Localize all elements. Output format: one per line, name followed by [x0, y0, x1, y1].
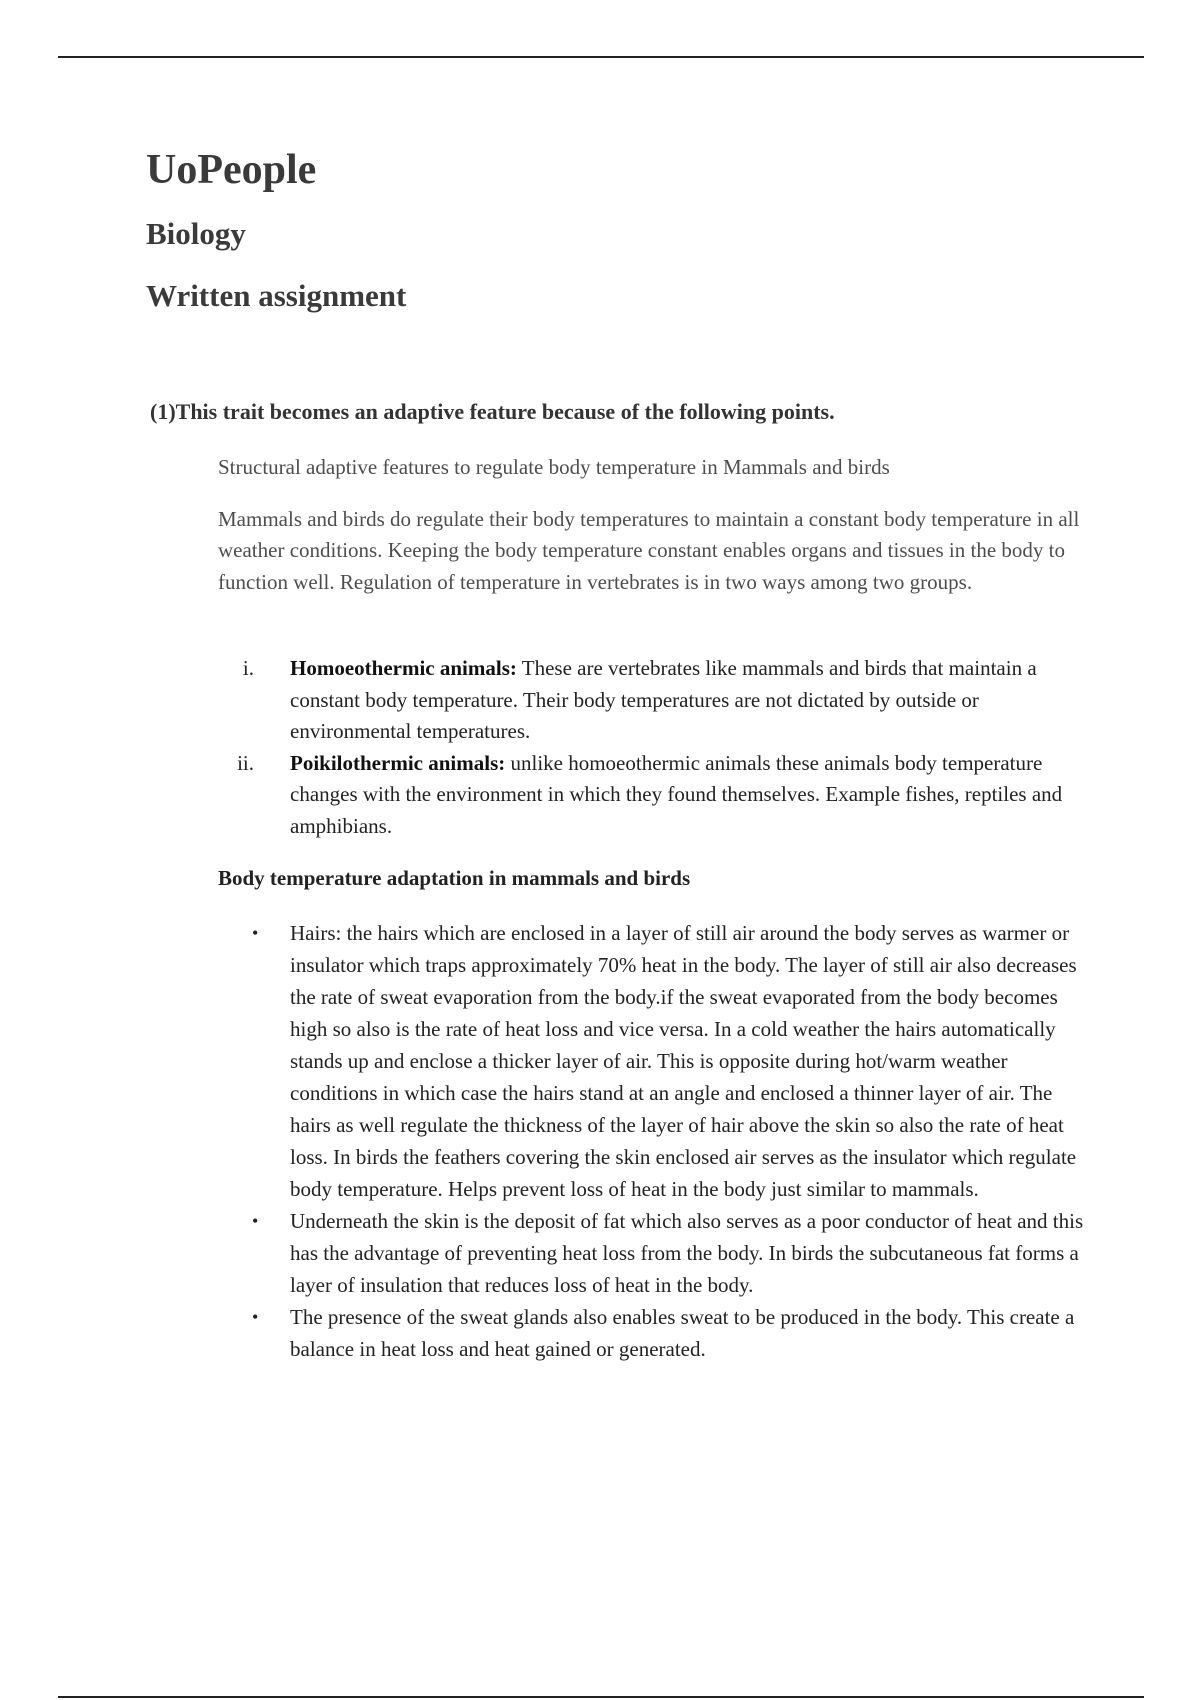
- list-item: [218, 653, 1080, 748]
- list-text: unlike homoeothermic animals these animals body temperature changes with the environment in which they found themselves. Example fishes, reptiles and amphibians.: [290, 750, 1063, 838]
- document-subject: Biology: [146, 216, 246, 251]
- intro-paragraph: Mammals and birds do regulate their body temperatures to maintain a constant body temperature in all weather conditions. Keeping the body temperature constant enables organs and tissues in the body to function well. Regulation of temperature in vertebrates is in two ways among two groups.: [218, 506, 1080, 594]
- list-item: [218, 917, 1098, 1205]
- bottom-rule: [58, 1696, 1144, 1698]
- top-rule: [58, 56, 1144, 58]
- regulation-groups-list: [218, 653, 1098, 842]
- intro-subheading: Structural adaptive features to regulate body temperature in Mammals and birds: [218, 455, 890, 479]
- bullet-icon: •: [252, 1307, 259, 1327]
- list-term: Homoeothermic animals:: [290, 656, 517, 680]
- intro-section: [218, 452, 1098, 598]
- list-item: [218, 748, 1080, 843]
- document-title: UoPeople: [146, 147, 317, 193]
- document-header: [146, 140, 1046, 318]
- bullet-icon: •: [252, 1211, 259, 1231]
- list-term: Poikilothermic animals:: [290, 750, 506, 775]
- adaptation-bullet-list: [218, 917, 1098, 1365]
- bullet-text: The presence of the sweat glands also enables sweat to be produced in the body. This create a balance in heat loss and heat gained or generated.: [290, 1305, 1075, 1361]
- bullet-text: Hairs: the hairs which are enclosed in a layer of still air around the body serves as warmer or insulator which traps approximately 70% heat in the body. The layer of still air also decreases the rate of sweat evaporation from the body.if the sweat evaporated from the body becomes high so also is the rate of heat loss and vice versa. In a cold weather the hairs automatically stands up and enclose a thicker layer of air. This is opposite during hot/warm weather conditions in which case the hairs stand at an angle and enclosed a thinner layer of air. The hairs as well regulate the thickness of the layer of hair above the skin so also the rate of heat loss. In birds the feathers covering the skin enclosed air serves as the insulator which regulate body temperature. Helps prevent loss of heat in the body just similar to mammals.: [290, 921, 1077, 1201]
- document-type: Written assignment: [146, 278, 407, 313]
- bullet-icon: •: [252, 923, 259, 943]
- list-text: These are vertebrates like mammals and birds that maintain a constant body temperature. Their body temperatures are not dictated by outside or environmental temperatures.: [290, 656, 1037, 743]
- list-item: [218, 1205, 1098, 1301]
- bullet-text: Underneath the skin is the deposit of fat which also serves as a poor conductor of heat and this has the advantage of preventing heat loss from the body. In birds the subcutaneous fat forms a layer of insulation that reduces loss of heat in the body.: [290, 1209, 1084, 1297]
- question-heading: (1)This trait becomes an adaptive feature because of the following points.: [150, 399, 835, 424]
- list-marker: i.: [242, 656, 254, 680]
- section-heading: Body temperature adaptation in mammals and birds: [218, 866, 691, 890]
- list-item: [218, 1301, 1098, 1365]
- list-marker: ii.: [237, 750, 254, 775]
